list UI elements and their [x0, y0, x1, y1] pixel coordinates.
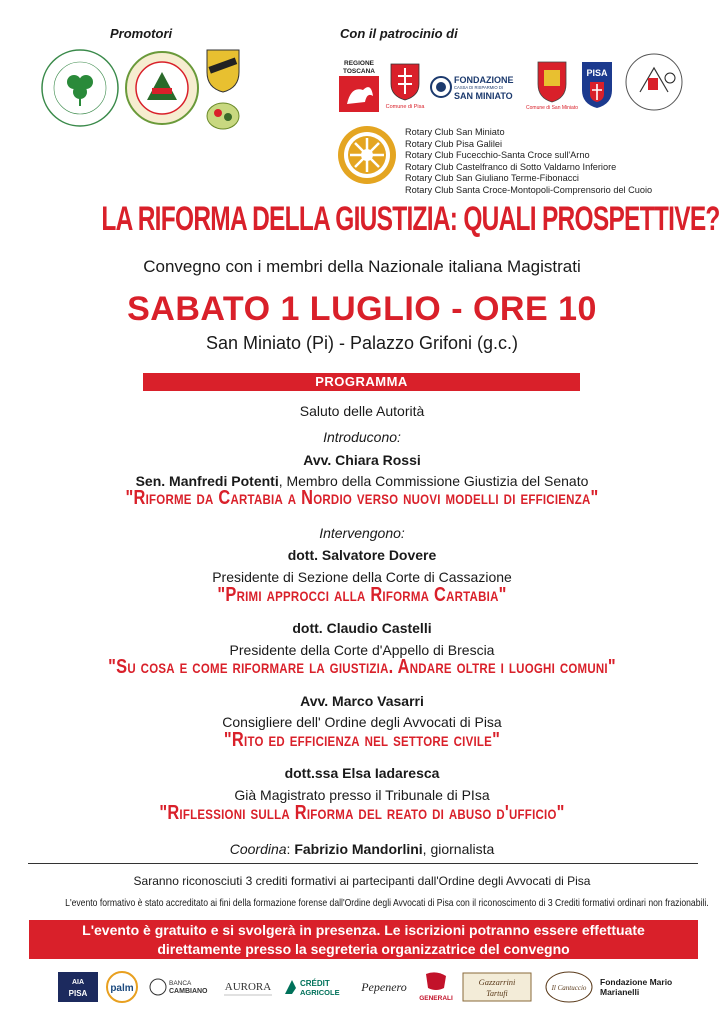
- intro-speaker-name: Avv. Chiara Rossi: [303, 452, 421, 468]
- sponsor-il-cantuccio-logo: [540, 970, 598, 1004]
- coordina-line: Coordina: Fabrizio Mandorlini, giornalista: [229, 841, 495, 857]
- svg-text:Pepenero: Pepenero: [361, 980, 407, 994]
- comune-di-pisa-logo: [385, 58, 425, 110]
- svg-text:CAMBIANO: CAMBIANO: [169, 988, 208, 995]
- talk-title: "Riflessioni sulla Riforma del reato di abuso d'ufficio": [159, 802, 565, 824]
- sponsor-credit-agricole-logo: [282, 970, 350, 1004]
- svg-text:BANCA: BANCA: [169, 980, 192, 987]
- sponsor-generali-logo: [416, 970, 456, 1004]
- coordina-name: Fabrizio Mandorlini: [294, 841, 423, 857]
- info-banner-line-1: L'evento è gratuito e si svolgerà in presenza. Le iscrizioni potranno essere effettuate: [82, 922, 645, 938]
- rotary-clubs-list: [405, 127, 652, 197]
- fondazione-san-miniato-logo: [430, 68, 512, 106]
- rotary-wheel-logo: [336, 124, 398, 186]
- speaker-name: Avv. Marco Vasarri: [300, 693, 424, 709]
- intro-speaker-2-role: , Membro della Commissione Giustizia del Senato: [278, 473, 589, 489]
- divider: [28, 863, 698, 864]
- event-subtitle: Convegno con i membri della Nazionale italiana Magistrati: [143, 257, 581, 276]
- patrocinio-label: Con il patrocinio di: [340, 26, 458, 41]
- speaker-role: Presidente di Sezione della Corte di Cassazione: [212, 569, 512, 585]
- rotary-club-item: Rotary Club Castelfranco di Sotto Valdarno Inferiore: [405, 161, 617, 172]
- sponsor-aia-pisa-logo: [58, 970, 98, 1004]
- sponsor-pepenero-logo: [356, 970, 412, 1004]
- coordina-role: , giornalista: [422, 841, 495, 857]
- saluto-autorita: Saluto delle Autorità: [299, 403, 425, 419]
- accreditato-note: L'evento formativo è stato accreditato ai fini della formazione forense dall'Ordine degli Avvocati di Pisa con il riconoscimento di 3 Crediti formativi ordinari non frazionabili.: [65, 897, 709, 909]
- san-miniato-stemma-logo: [203, 46, 243, 94]
- talk-title: "Rito ed efficienza nel settore civile": [223, 729, 501, 751]
- crediti-note: Saranno riconosciuti 3 crediti formativi ai partecipanti dall'Ordine degli Avvocati di Pisa: [133, 874, 591, 888]
- intervengono-label: Intervengono:: [319, 525, 405, 541]
- rotary-club-item: Rotary Club Santa Croce-Montopoli-Comprensorio del Cuoio: [405, 184, 653, 195]
- svg-text:CASSA DI RISPARMIO DI: CASSA DI RISPARMIO DI: [454, 85, 504, 90]
- intro-speaker-2-name: Sen. Manfredi Potenti: [135, 473, 279, 489]
- speaker-role: Consigliere dell' Ordine degli Avvocati di Pisa: [222, 714, 502, 730]
- svg-text:AIA: AIA: [71, 979, 85, 986]
- svg-text:SAN MINIATO: SAN MINIATO: [454, 91, 513, 101]
- speaker-name: dott. Claudio Castelli: [292, 620, 432, 636]
- info-banner-line-2: direttamente presso la segreteria organizzatrice del convegno: [157, 941, 570, 957]
- comune-di-san-miniato-logo: [526, 56, 578, 114]
- svg-text:Tartufi: Tartufi: [486, 989, 508, 998]
- svg-text:palm: palm: [110, 983, 134, 994]
- regione-toscana-logo: [337, 56, 381, 114]
- programma-heading: PROGRAMMA: [143, 373, 580, 391]
- svg-text:AGRICOLE: AGRICOLE: [300, 988, 340, 997]
- svg-text:REGIONE: REGIONE: [344, 60, 374, 67]
- svg-text:CRÉDIT: CRÉDIT: [300, 979, 330, 988]
- sponsor-palm-logo: [104, 970, 140, 1004]
- rotary-club-item: Rotary Club Fucecchio-Santa Croce sull'Arno: [405, 150, 590, 161]
- svg-text:PISA: PISA: [586, 68, 608, 78]
- speaker-role: Presidente della Corte d'Appello di Brescia: [229, 642, 495, 658]
- sponsor-fondazione-marianelli-text: Fondazione Mario Marianelli: [600, 977, 673, 997]
- svg-text:Gazzarrini: Gazzarrini: [478, 977, 516, 987]
- rotary-club-item: Rotary Club Pisa Galilei: [405, 138, 503, 149]
- sponsor-gazzarrini-tartufi-logo: [462, 970, 532, 1004]
- promotore-stemma-circolare-logo: [125, 48, 200, 128]
- introducono-label: Introducono:: [323, 429, 401, 445]
- talk-title: "Su cosa e come riformare la giustizia. Andare oltre i luoghi comuni": [108, 656, 616, 678]
- event-date: SABATO 1 LUGLIO - ORE 10: [127, 290, 597, 328]
- sponsor-banca-cambiano-logo: [148, 970, 214, 1004]
- svg-text:Il Cantuccio: Il Cantuccio: [551, 984, 587, 992]
- pisa-sc-logo: [580, 60, 614, 110]
- svg-text:TOSCANA: TOSCANA: [342, 68, 376, 75]
- svg-text:PISA: PISA: [68, 989, 88, 998]
- svg-text:Comune di Pisa: Comune di Pisa: [385, 104, 425, 110]
- sponsor-aurora-logo: [220, 970, 276, 1004]
- coordina-label: Coordina: [229, 841, 287, 857]
- speaker-name: dott. Salvatore Dovere: [287, 547, 437, 563]
- intro-talk-title: "Riforme da Cartabia a Nordio verso nuovi modelli di efficienza": [125, 487, 599, 509]
- event-venue: San Miniato (Pi) - Palazzo Grifoni (g.c.): [205, 333, 519, 353]
- nel-sorriso-di-valeria-logo: [40, 48, 120, 128]
- speaker-name: dott.ssa Elsa Iadaresca: [284, 765, 440, 781]
- speaker-role: Già Magistrato presso il Tribunale di PIsa: [234, 787, 490, 803]
- promotori-label: Promotori: [110, 26, 173, 41]
- svg-text:GENERALI: GENERALI: [419, 995, 453, 1002]
- event-title: LA RIFORMA DELLA GIUSTIZIA: QUALI PROSPETTIVE?: [101, 200, 720, 238]
- rotary-club-item: Rotary Club San Miniato: [405, 127, 505, 137]
- svg-text:AURORA: AURORA: [224, 981, 272, 993]
- promotore-emblema-logo: [203, 96, 243, 132]
- sponsor-fondazione-marianelli: [600, 970, 680, 1004]
- info-banner: [29, 920, 698, 959]
- arbitri-logo: [624, 52, 684, 112]
- talk-title: "Primi approcci alla Riforma Cartabia": [217, 584, 507, 606]
- rotary-club-item: Rotary Club San Giuliano Terme-Fibonacci: [405, 173, 579, 184]
- svg-text:Comune di San Miniato: Comune di San Miniato: [526, 105, 578, 111]
- svg-text:FONDAZIONE: FONDAZIONE: [454, 75, 514, 85]
